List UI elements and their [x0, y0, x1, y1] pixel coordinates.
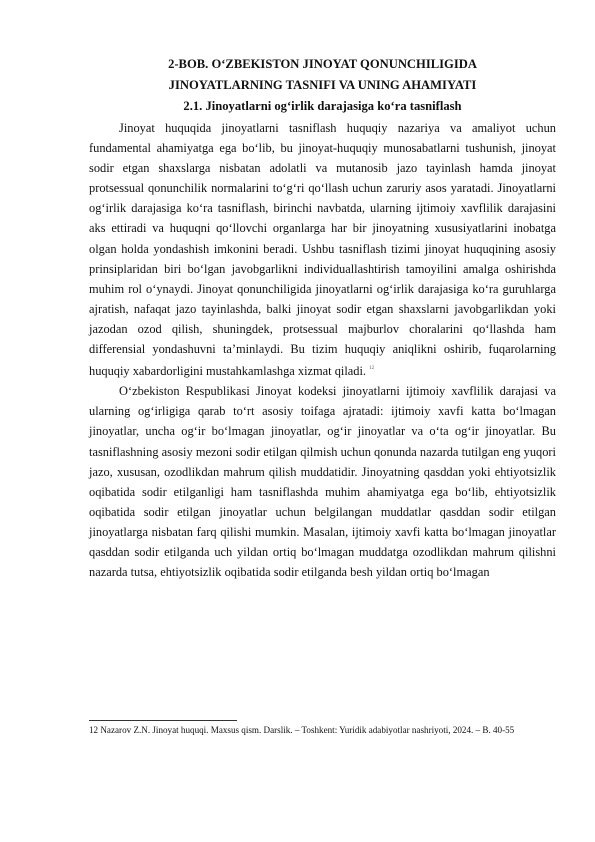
paragraph-1-text: Jinoyat huquqida jinoyatlarni tasniflash huquqiy nazariya va amaliyot uchun fundamental ahamiyatga ega bo‘lib, bu jinoyat-huquqiy munosabatlarni tushunish, jinoyat sodir etgan shaxslarga nisbatan adolatli va mutanosib jazo tayinlash hamda jinoyat protsessual qonunchilik normalarini to‘g‘ri qo‘llash uchun zaruriy asos yaratadi. Jinoyatlarni og‘irlik darajasiga ko‘ra tasniflash, birinchi navbatda, ularning ijtimoiy xavflilik darajasini aks ettiradi va huquqni qo‘llovchi organlarga har bir jinoyatning xususiyatlarini inobatga olgan holda yondashish imkonini beradi. Ushbu tasniflash tizimi jinoyat huquqining asosiy prinsiplaridan biri bo‘lgan javobgarlikni individuallashtirish tamoyilini amalga oshirishda muhim rol o‘ynaydi. Jinoyat qonunchiligida jinoyatlarni og‘irlik darajasiga ko‘ra guruhlarga ajratish, nafaqat jazo tayinlashda, balki jinoyat sodir etgan shaxslarni javobgarlikdan yoki jazodan ozod qilish, shuningdek, protsessual majburlov choralarini qo‘llashda ham differensial yondashuvni ta’minlaydi. Bu tizim huquqiy aniqlikni oshirib, fuqarolarning huquqiy xabardorligini mustahkamlashga xizmat qiladi.: [89, 121, 556, 379]
footnote-reference[interactable]: 12: [369, 366, 375, 372]
chapter-title-line-1: 2-BOB. O‘ZBEKISTON JINOYAT QONUNCHILIGIDA: [168, 57, 477, 71]
paragraph-2: [89, 381, 556, 582]
section-title: 2.1. Jinoyatlarni og‘irlik darajasiga ko‘ra tasniflash: [183, 99, 462, 113]
footnote: 12 Nazarov Z.N. Jinoyat huquqi. Maxsus qism. Darslik. – Toshkent: Yuridik adabiyotlar nashriyoti, 2024. – B. 40-55: [89, 725, 515, 735]
footnote-divider: [89, 720, 237, 721]
paragraph-2-text: O‘zbekiston Respublikasi Jinoyat kodeksi jinoyatlarni ijtimoiy xavflilik darajasi va ularning og‘irligiga qarab to‘rt asosiy toifaga ajratadi: ijtimoiy xavfi katta bo‘lmagan jinoyatlar, uncha og‘ir bo‘lmagan jinoyatlar, og‘ir jinoyatlar va o‘ta og‘ir jinoyatlar. Bu tasniflashning asosiy mezoni sodir etilgan qilmish uchun qonunda nazarda tutilgan eng yuqori jazo, xususan, ozodlikdan mahrum qilish muddatidir. Jinoyatning qasddan yoki ehtiyotsizlik oqibatida sodir etilganligi ham tasniflashda muhim ahamiyatga ega bo‘lib, ehtiyotsizlik oqibatida sodir etilgan jinoyatlar uchun belgilangan muddatlar qasddan sodir etilgan jinoyatlarga nisbatan farq qilishi mumkin. Masalan, ijtimoiy xavfi katta bo‘lmagan jinoyatlar qasddan sodir etilganda uch yildan ortiq bo‘lmagan muddatga ozodlikdan mahrum qilishni nazarda tutsa, ehtiyotsizlik oqibatida sodir etilganda besh yildan ortiq bo‘lmagan: [89, 384, 556, 580]
paragraph-1: [89, 118, 556, 381]
chapter-title-line-2: JINOYATLARNING TASNIFI VA UNING AHAMIYATI: [168, 78, 477, 92]
body-text: [89, 118, 556, 582]
